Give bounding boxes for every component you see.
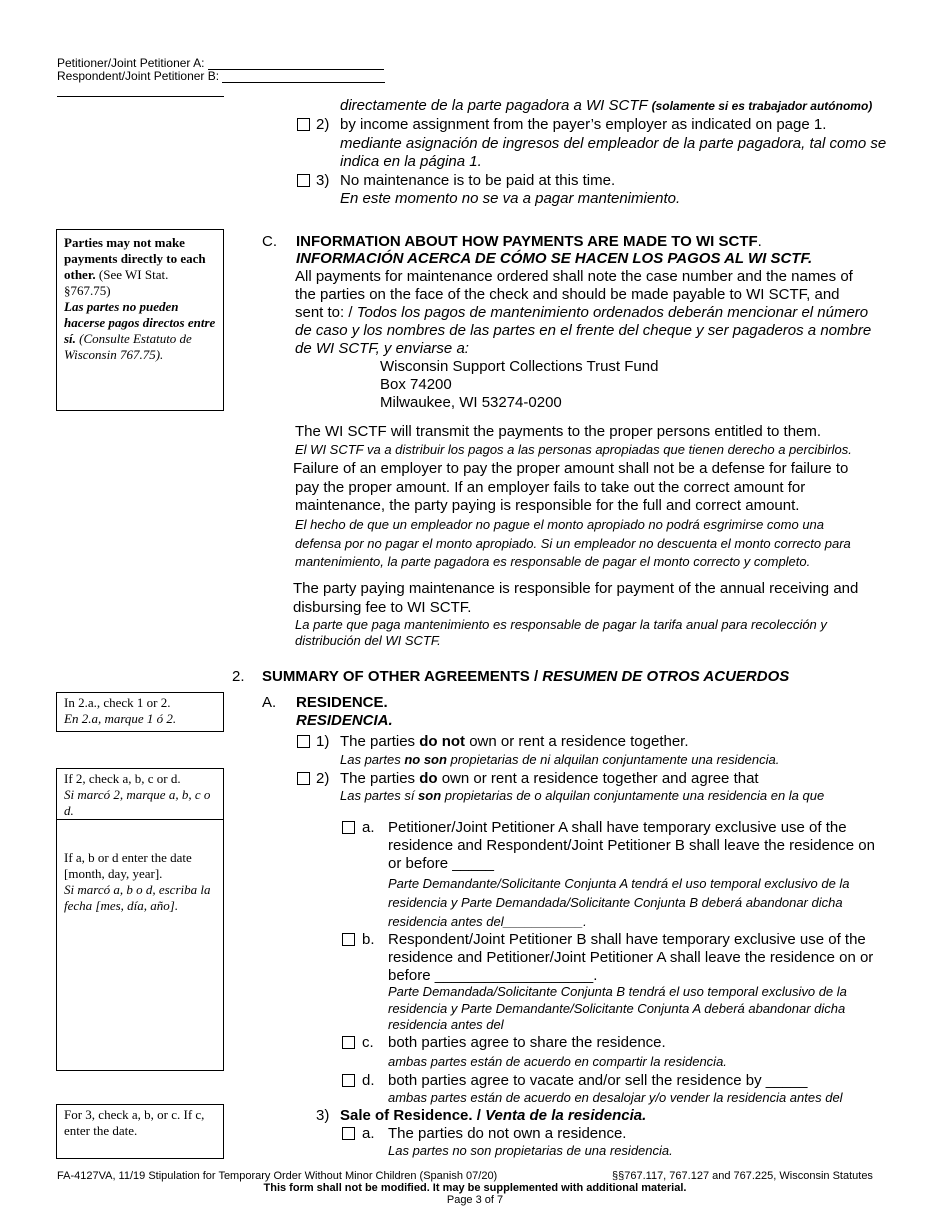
note-abcd-es: Si marcó 2, marque a, b, c o d. — [64, 787, 211, 818]
transmit-text-es: El WI SCTF va a distribuir los pagos a las personas apropiadas que tienen derecho a percibirlos. — [295, 442, 852, 457]
note-date-en: If a, b or d enter the date [month, day, year]. — [64, 850, 192, 881]
sale-a-text-es: Las partes no son propietarias de una residencia. — [388, 1143, 673, 1158]
residence-2d-text: both parties agree to vacate and/or sell the residence by _____ — [388, 1072, 808, 1089]
note-check-es: En 2.a, marque 1 ó 2. — [64, 711, 177, 726]
section-2-title-es: RESUMEN DE OTROS ACUERDOS — [542, 668, 790, 685]
note-abcd-en: If 2, check a, b, c or d. — [64, 771, 181, 786]
residence-option-2-checkbox[interactable] — [297, 772, 310, 785]
payments-paragraph-4: de caso y los nombres de las partes en el frente del cheque y ser pagaderos a nombre — [295, 322, 872, 339]
header-rule — [57, 96, 224, 97]
residence-2a-text-2: residence and Respondent/Joint Petitioner B shall leave the residence on — [388, 837, 875, 854]
sidebar-note-check-abcd — [56, 768, 224, 820]
sale-number: 3) — [316, 1107, 330, 1124]
residence-option-1-number: 1) — [316, 733, 330, 750]
sale-a-label: a. — [362, 1125, 375, 1142]
residence-option-2-number: 2) — [316, 770, 330, 787]
residence-2c-text-es: ambas partes están de acuerdo en compartir la residencia. — [388, 1054, 727, 1069]
direct-payment-text: directamente de la parte pagadora a WI SCTF — [340, 97, 648, 114]
payments-paragraph-5: de WI SCTF, y enviarse a: — [295, 340, 469, 357]
residence-2b-text-3: before ___________________. — [388, 967, 598, 984]
residence-2b-label: b. — [362, 931, 375, 948]
section-2-number: 2. — [232, 668, 245, 685]
petitioner-name-field[interactable] — [208, 58, 384, 70]
income-assignment-checkbox[interactable] — [297, 118, 310, 131]
residence-option-1-checkbox[interactable] — [297, 735, 310, 748]
annual-fee-2: disbursing fee to WI SCTF. — [293, 599, 472, 616]
section-c-letter: C. — [262, 233, 277, 250]
option-2-text: by income assignment from the payer’s employer as indicated on page 1. — [340, 116, 827, 133]
section-2-title — [262, 668, 789, 686]
footer-form-id: FA-4127VA, 11/19 Stipulation for Temporary Order Without Minor Children (Spanish 07/20) — [57, 1170, 498, 1182]
residence-option-2-text-es — [340, 787, 824, 805]
option-3-text: No maintenance is to be paid at this time. — [340, 172, 616, 189]
option-3-number: 3) — [316, 172, 330, 189]
sidebar-note-check-1-or-2 — [56, 692, 224, 732]
employer-failure-es-3: mantenimiento, la parte pagadora es responsable de pagar el monto correcto y completo. — [295, 554, 811, 569]
note-statute-en: (See WI Stat. §767.75) — [64, 267, 169, 298]
sale-title — [340, 1107, 646, 1125]
sale-title-en: Sale of Residence. / — [340, 1107, 486, 1124]
payments-paragraph-3 — [295, 304, 868, 322]
petitioner-label: Petitioner/Joint Petitioner A: — [57, 56, 205, 70]
section-c-title — [296, 233, 762, 251]
footer-notice: This form shall not be modified. It may be supplemented with additional material. — [263, 1182, 687, 1194]
residence-2b-es-3: residencia antes del — [388, 1017, 504, 1032]
employer-failure-es-1: El hecho de que un empleador no pague el monto apropiado no podrá esgrimirse como una — [295, 517, 825, 532]
no-maintenance-checkbox[interactable] — [297, 174, 310, 187]
residence-2c-checkbox[interactable] — [342, 1036, 355, 1049]
o1-es-b: no son — [404, 752, 447, 767]
o2-es-c: propietarias de o alquilan conjuntamente una residencia en la que — [441, 788, 825, 803]
note-direct-payments-es: Las partes no pueden hacerse pagos directos entre sí. — [64, 299, 216, 346]
residence-2b-text-2: residence and Petitioner/Joint Petitioner A shall leave the residence on or — [388, 949, 874, 966]
o1-a: The parties — [340, 733, 420, 750]
note-direct-payments-en: Parties may not make payments directly to each other. — [64, 235, 206, 282]
respondent-name-field[interactable] — [222, 71, 385, 83]
employer-failure-es-2: defensa por no pagar el monto apropiado. Si un empleador no descuenta el monto correcto para — [295, 536, 851, 551]
residence-2b-es-1: Parte Demandada/Solicitante Conjunta B tendrá el uso temporal exclusivo de la — [388, 984, 847, 999]
section-2-title-en: SUMMARY OF OTHER AGREEMENTS / — [262, 668, 543, 685]
residence-option-1-text-es — [340, 751, 779, 769]
o1-es-a: Las partes — [340, 752, 405, 767]
annual-fee-es-2: distribución del WI SCTF. — [295, 633, 441, 648]
residence-option-2-text — [340, 770, 759, 788]
residence-2a-es-3: residencia antes del___________. — [388, 914, 587, 929]
footer-page-number: Page 3 of 7 — [446, 1194, 504, 1206]
respondent-row — [57, 70, 385, 83]
address-line-1: Wisconsin Support Collections Trust Fund — [380, 358, 659, 375]
section-a-letter: A. — [262, 694, 277, 711]
residence-2a-es-1: Parte Demandante/Solicitante Conjunta A tendrá el uso temporal exclusivo de la — [388, 876, 850, 891]
residence-2a-text-1: Petitioner/Joint Petitioner A shall have temporary exclusive use of the — [388, 819, 847, 836]
payments-paragraph-2: the parties on the face of the check and should be made payable to WI SCTF, and — [295, 286, 840, 303]
o1-es-c: propietarias de ni alquilan conjuntamente una residencia. — [446, 752, 780, 767]
residence-2d-label: d. — [362, 1072, 375, 1089]
address-line-3: Milwaukee, WI 53274-0200 — [380, 394, 562, 411]
residence-2b-checkbox[interactable] — [342, 933, 355, 946]
option-2-text-es-2: indica en la página 1. — [340, 153, 482, 170]
residence-2d-text-es: ambas partes están de acuerdo en desalojar y/o vender la residencia antes del — [388, 1090, 843, 1105]
sidebar-note-sale — [56, 1104, 224, 1159]
residence-title-es: RESIDENCIA. — [296, 712, 393, 729]
section-c-title-en: INFORMATION ABOUT HOW PAYMENTS ARE MADE TO WI SCTF — [296, 233, 758, 250]
sent-to-en: sent to: / — [295, 304, 357, 321]
residence-2a-label: a. — [362, 819, 375, 836]
o2-es-a: Las partes sí — [340, 788, 419, 803]
note-sale-en: For 3, check a, b, or c. If c, enter the date. — [64, 1107, 205, 1138]
residence-2b-es-2: residencia y Parte Demandante/Solicitante Conjunta A deberá abandonar dicha — [388, 1001, 846, 1016]
direct-payment-line — [340, 97, 872, 115]
o1-b: do not — [419, 733, 466, 750]
option-3-text-es: En este momento no se va a pagar mantenimiento. — [340, 190, 681, 207]
employer-failure-1: Failure of an employer to pay the proper amount shall not be a defense for failure to — [293, 460, 849, 477]
residence-title: RESIDENCE. — [296, 694, 388, 711]
annual-fee-1: The party paying maintenance is responsible for payment of the annual receiving and — [293, 580, 859, 597]
sale-a-checkbox[interactable] — [342, 1127, 355, 1140]
o1-c: own or rent a residence together. — [465, 733, 689, 750]
section-c-title-period: . — [757, 233, 762, 250]
employer-failure-2: pay the proper amount. If an employer fails to take out the correct amount for — [295, 479, 806, 496]
case-header — [57, 57, 385, 83]
o2-es-b: son — [418, 788, 442, 803]
payments-paragraph-1: All payments for maintenance ordered shall note the case number and the names of — [295, 268, 853, 285]
residence-2c-label: c. — [362, 1034, 374, 1051]
note-check-en: In 2.a., check 1 or 2. — [64, 695, 171, 710]
transmit-text: The WI SCTF will transmit the payments to the proper persons entitled to them. — [295, 423, 822, 440]
o2-b: do — [419, 770, 438, 787]
note-statute-es: (Consulte Estatuto de Wisconsin 767.75). — [64, 331, 192, 362]
employer-failure-3: maintenance, the party paying is responsible for the full and correct amount. — [295, 497, 800, 514]
residence-2a-es-2: residencia y Parte Demandada/Solicitante Conjunta B deberá abandonar dicha — [388, 895, 843, 910]
sale-a-text: The parties do not own a residence. — [388, 1125, 627, 1142]
residence-2a-checkbox[interactable] — [342, 821, 355, 834]
residence-2c-text: both parties agree to share the residence. — [388, 1034, 666, 1051]
option-2-text-es: mediante asignación de ingresos del empleador de la parte pagadora, tal como se — [340, 135, 887, 152]
sale-title-es: Venta de la residencia. — [485, 1107, 647, 1124]
sidebar-note-enter-date — [56, 819, 224, 1071]
annual-fee-es-1: La parte que paga mantenimiento es responsable de pagar la tarifa anual para recolección y — [295, 617, 827, 632]
sent-to-es: Todos los pagos de mantenimiento ordenados deberán mencionar el número — [356, 304, 869, 321]
respondent-label: Respondent/Joint Petitioner B: — [57, 69, 220, 83]
section-c-title-es: INFORMACIÓN ACERCA DE CÓMO SE HACEN LOS PAGOS AL WI SCTF. — [296, 250, 813, 267]
note-date-es: Si marcó a, b o d, escriba la fecha [mes, día, año]. — [64, 882, 211, 913]
sidebar-note-direct-payments — [56, 229, 224, 411]
residence-2d-checkbox[interactable] — [342, 1074, 355, 1087]
self-employed-note: (solamente si es trabajador autónomo) — [651, 99, 873, 113]
o2-c: own or rent a residence together and agree that — [437, 770, 759, 787]
residence-2b-text-1: Respondent/Joint Petitioner B shall have temporary exclusive use of the — [388, 931, 866, 948]
o2-a: The parties — [340, 770, 420, 787]
address-line-2: Box 74200 — [380, 376, 452, 393]
footer-statutes: §§767.117, 767.127 and 767.225, Wisconsin Statutes — [612, 1170, 873, 1182]
option-2-number: 2) — [316, 116, 330, 133]
residence-option-1-text — [340, 733, 689, 751]
residence-2a-text-3: or before _____ — [388, 855, 494, 872]
